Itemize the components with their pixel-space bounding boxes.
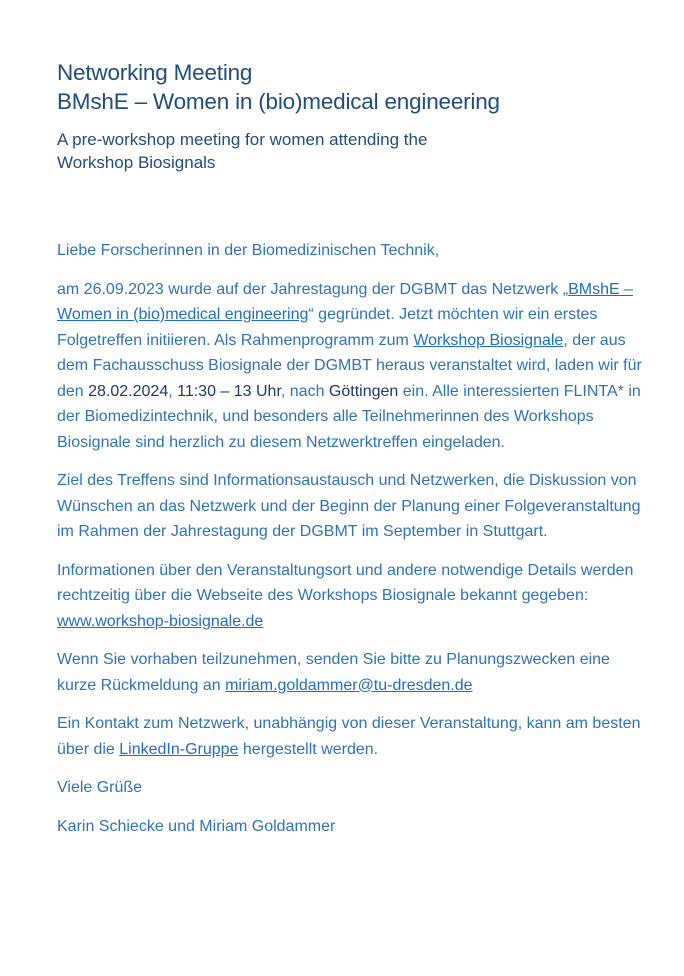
letter-body [57,238,644,839]
p1-text-2: “ gegründet. Jetzt möchten wir ein erstes Folgetreffen initiieren. Als Rahmenprogramm zum [57,306,598,349]
p1-text-4: , [168,382,178,400]
subtitle-line-1: A pre-workshop meeting for women attending the [57,130,428,149]
p5-text-2: hergestellt werden. [238,740,379,758]
greeting: Liebe Forscherinnen in der Biomedizinischen Technik, [57,242,440,259]
p3-text: Informationen über den Veranstaltungsort und andere notwendige Details werden rechtzeitig über die Webseite des Workshops Biosignale bekannt gegeben: [57,561,634,604]
subtitle-line-2: Workshop Biosignals [57,153,216,172]
title-line-1: Networking Meeting [57,60,253,85]
invitation-paragraph [57,277,644,456]
contact-paragraph [57,711,644,762]
page-subtitle [57,128,644,174]
page-title [57,58,644,116]
title-line-2: BMshE – Women in (bio)medical engineering [57,89,500,114]
website-link[interactable]: www.workshop-biosignale.de [57,612,264,630]
linkedin-group-link[interactable]: LinkedIn-Gruppe [119,740,239,758]
p1-text-6: ein. Alle interessierten FLINTA* in der Biomedizintechnik, und besonders alle Teilnehmerinnen des Workshops Biosignale sind herzlich zu diesem Netzwerktreffen eingeladen. [57,382,641,451]
p1-text-1: am 26.09.2023 wurde auf der Jahrestagung der DGBMT das Netzwerk „ [57,280,569,298]
goals-paragraph: Ziel des Treffens sind Informationsaustausch und Netzwerken, die Diskussion von Wünschen an das Netzwerk und der Beginn der Planung einer Folgeveranstaltung im Rahmen der Jahrestagung der DGBMT im September in Stuttgart. [57,472,641,540]
p1-text-3: , der aus dem Fachausschuss Biosignale der DGMBT heraus veranstaltet wird, laden wir für den [57,331,642,400]
network-link[interactable]: BMshE – Women in (bio)medical engineering [57,280,633,323]
rsvp-paragraph [57,647,644,698]
workshop-biosignale-link[interactable]: Workshop Biosignale [413,331,564,349]
event-date: 28.02.2024 [88,382,169,400]
p5-text-1: Ein Kontakt zum Netzwerk, unabhängig von dieser Veranstaltung, kann am besten über die [57,715,641,758]
event-place: Göttingen [328,382,399,400]
signature: Karin Schiecke und Miriam Goldammer [57,817,336,835]
event-time: 11:30 – 13 Uhr [177,382,281,400]
p1-text-5: , nach [280,382,329,400]
info-paragraph [57,558,644,635]
email-link[interactable]: miriam.goldammer@tu-dresden.de [225,676,473,694]
p4-text: Wenn Sie vorhaben teilzunehmen, senden Sie bitte zu Planungszwecken eine kurze Rückmeldung an [57,651,610,694]
closing: Viele Grüße [57,779,143,796]
